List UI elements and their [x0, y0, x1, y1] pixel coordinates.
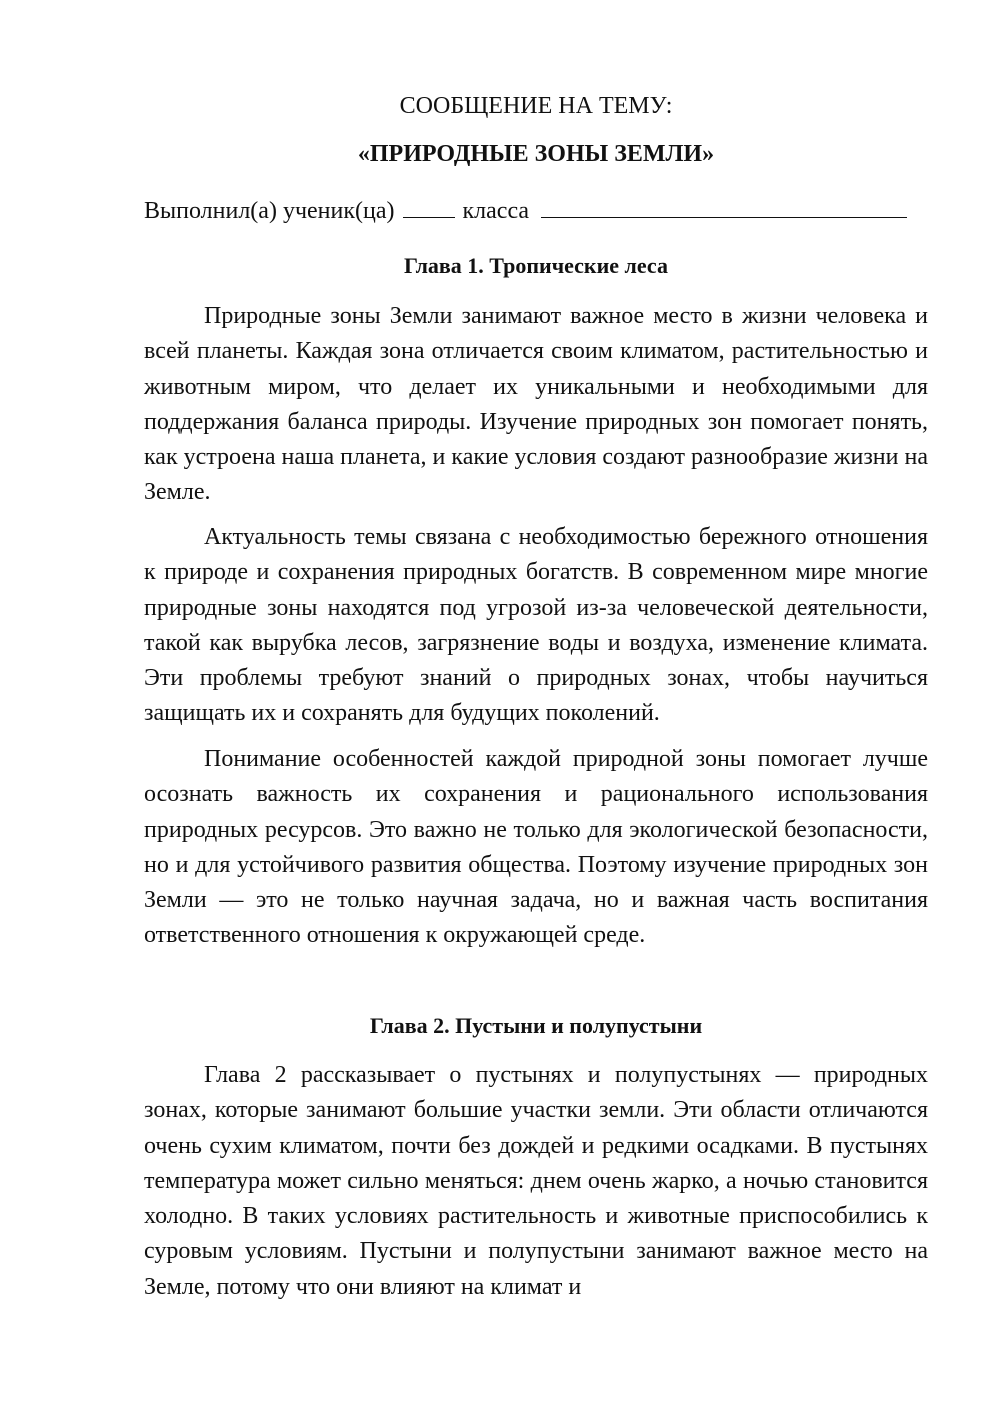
document-title-line2: «ПРИРОДНЫЕ ЗОНЫ ЗЕМЛИ» [357, 141, 715, 167]
chapter1-paragraph-3: Понимание особенностей каждой природной зоны помогает лучше осознать важность их сохранения и рационального использования природных ресурсов. Это важно не только для экологической безопасности, но и для устойчивого развития общества. Поэтому изучение природных зон Земли — это не только научная задача, но и важная часть воспитания ответственного отношения к окружающей среде. [144, 746, 928, 949]
chapter1-heading: Глава 1. Тропические леса [404, 253, 668, 278]
class-number-blank [403, 197, 455, 218]
document-title-line1: СООБЩЕНИЕ НА ТЕМУ: [399, 93, 673, 119]
author-prefix: Выполнил(а) ученик(ца) [144, 198, 395, 224]
chapter1-paragraph-1: Природные зоны Земли занимают важное место в жизни человека и всей планеты. Каждая зона отличается своим климатом, растительностью и животным миром, что делает их уникальными и необходимыми для поддержания баланса природы. Изучение природных зон помогает понять, как устроена наша планета, и какие условия создают разнообразие жизни на Земле. [144, 303, 928, 506]
student-name-blank [541, 197, 907, 218]
chapter2-paragraph-1: Глава 2 рассказывает о пустынях и полупустынях — природных зонах, которые занимают большие участки земли. Эти области отличаются очень сухим климатом, почти без дождей и редкими осадками. В пустынях температура может сильно меняться: днем очень жарко, а ночью становится холодно. В таких условиях растительность и животные приспособились к суровым условиям. Пустыни и полупустыни занимают важное место на Земле, потому что они влияют на климат и [144, 1062, 928, 1300]
author-class-label: класса [462, 198, 530, 224]
chapter1-paragraph-2: Актуальность темы связана с необходимостью бережного отношения к природе и сохранения природных богатств. В современном мире многие природные зоны находятся под угрозой из-за человеческой деятельности, такой как вырубка лесов, загрязнение воды и воздуха, изменение климата. Эти проблемы требуют знаний о природных зонах, чтобы научиться защищать их и сохранять для будущих поколений. [144, 524, 928, 727]
author-line [144, 197, 928, 225]
chapter2-heading: Глава 2. Пустыни и полупустыни [369, 1013, 703, 1038]
